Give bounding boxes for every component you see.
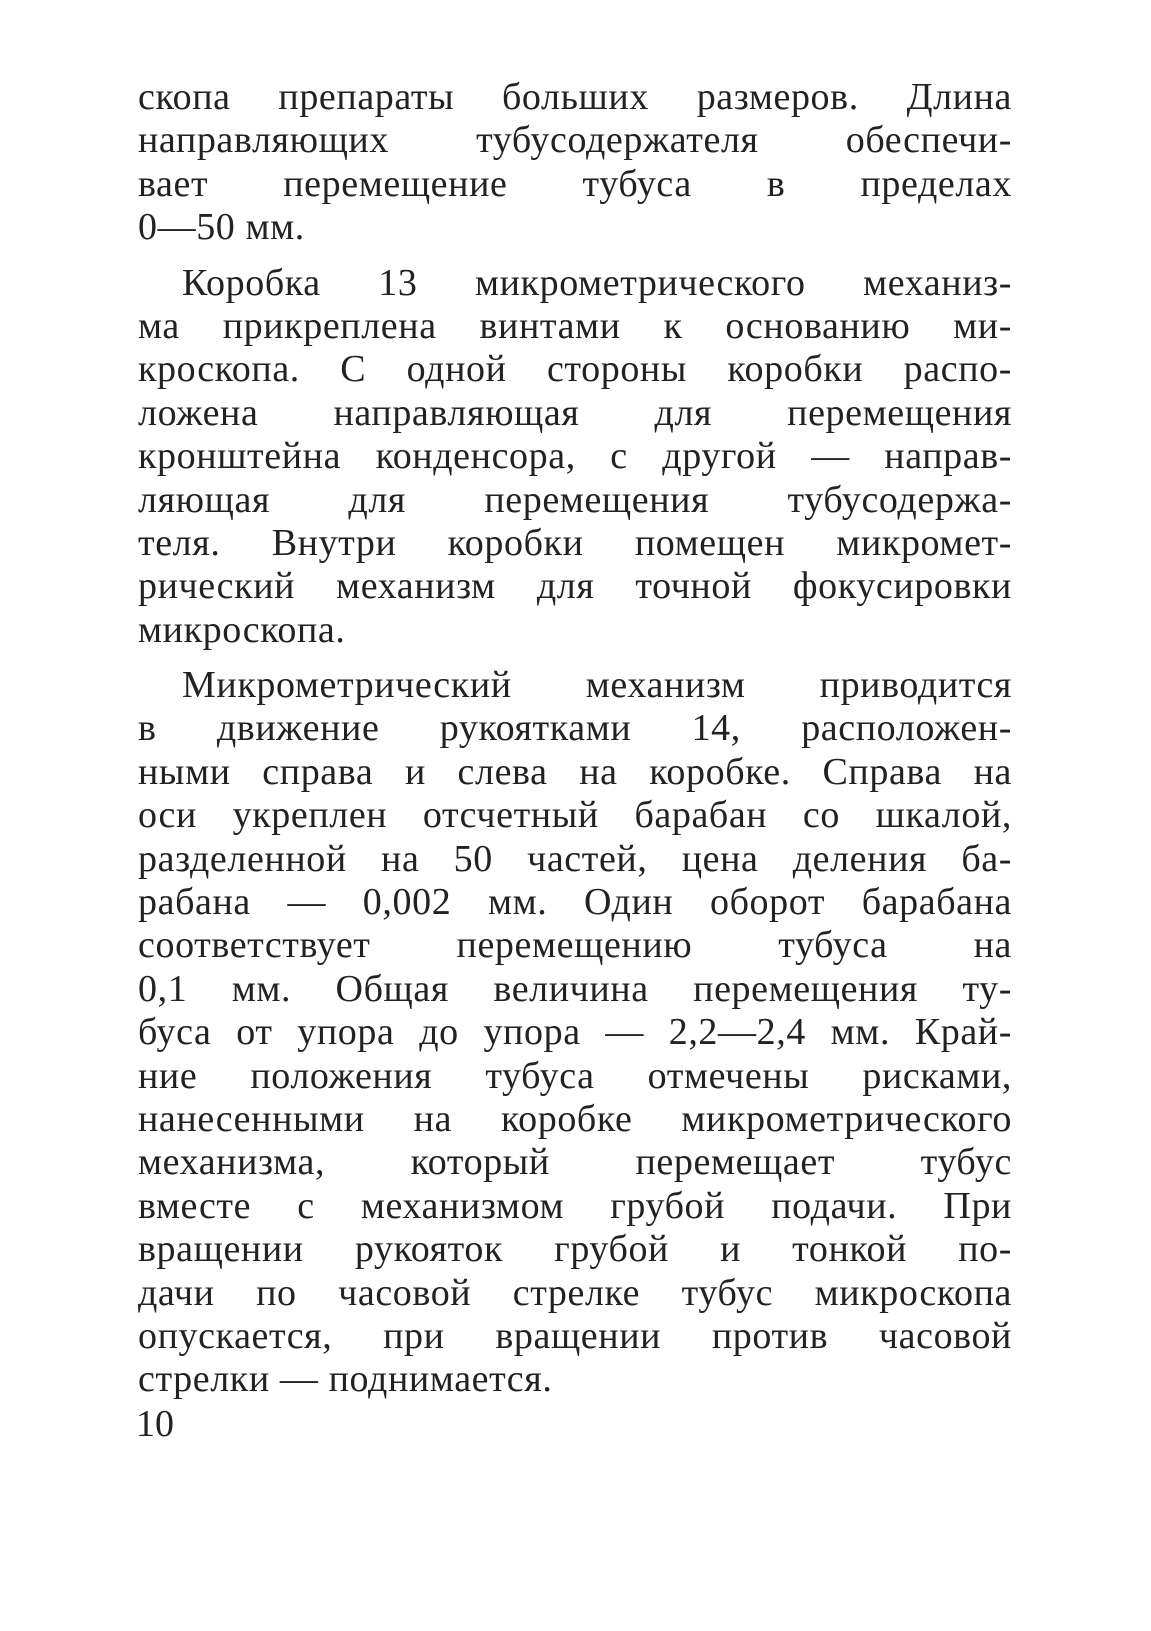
text-line: стрелки — поднимается.: [138, 1358, 553, 1401]
text-line: ние положения тубуса отмечены рисками,: [138, 1054, 1012, 1097]
text-line: вает перемещение тубуса в пределах: [138, 162, 1012, 205]
text-line: кронштейна конденсора, с другой — направ-: [138, 435, 1012, 478]
text-line: направляющих тубусодержателя обеспечи-: [138, 119, 1012, 162]
text-line: 0,1 мм. Общая величина перемещения ту-: [138, 967, 1012, 1010]
text-line: механизма, который перемещает тубус: [138, 1141, 1012, 1184]
text-line: дачи по часовой стрелке тубус микроскопа: [138, 1271, 1012, 1314]
text-line: разделенной на 50 частей, цена деления ба-: [138, 837, 1012, 880]
text-line: Коробка 13 микрометрического механиз-: [182, 261, 1012, 304]
text-line: ма прикреплена винтами к основанию ми-: [138, 304, 1012, 347]
text-line: в движение рукоятками 14, расположен-: [138, 707, 1012, 750]
text-line: вместе с механизмом грубой подачи. При: [138, 1184, 1012, 1227]
text-line: вращении рукояток грубой и тонкой по-: [138, 1228, 1012, 1271]
text-line: скопа препараты больших размеров. Длина: [138, 76, 1012, 118]
page-number: 10: [136, 1403, 174, 1445]
text-line: теля. Внутри коробки помещен микромет-: [138, 521, 1012, 564]
text-line: ложена направляющая для перемещения: [138, 391, 1012, 434]
paragraph-gap: [138, 250, 1012, 262]
text-line: микроскопа.: [138, 608, 346, 651]
text-line: рический механизм для точной фокусировки: [138, 565, 1012, 608]
text-line: нанесенными на коробке микрометрического: [138, 1097, 1012, 1140]
text-line: буса от упора до упора — 2,2—2,4 мм. Край-: [138, 1011, 1012, 1054]
text-line: ными справа и слева на коробке. Справа на: [138, 750, 1012, 793]
text-line: Микрометрический механизм приводится: [182, 664, 1012, 707]
text-line: опускается, при вращении против часовой: [138, 1314, 1012, 1357]
text-line: 0—50 мм.: [138, 206, 305, 249]
body-text: [138, 76, 1012, 1402]
text-line: кроскопа. С одной стороны коробки распо-: [138, 348, 1012, 391]
paragraph-gap: [138, 652, 1012, 664]
text-line: рабана — 0,002 мм. Один оборот барабана: [138, 881, 1012, 924]
text-line: соответствует перемещению тубуса на: [138, 924, 1012, 967]
text-line: ляющая для перемещения тубусодержа-: [138, 478, 1012, 521]
text-line: оси укреплен отсчетный барабан со шкалой,: [138, 794, 1012, 837]
